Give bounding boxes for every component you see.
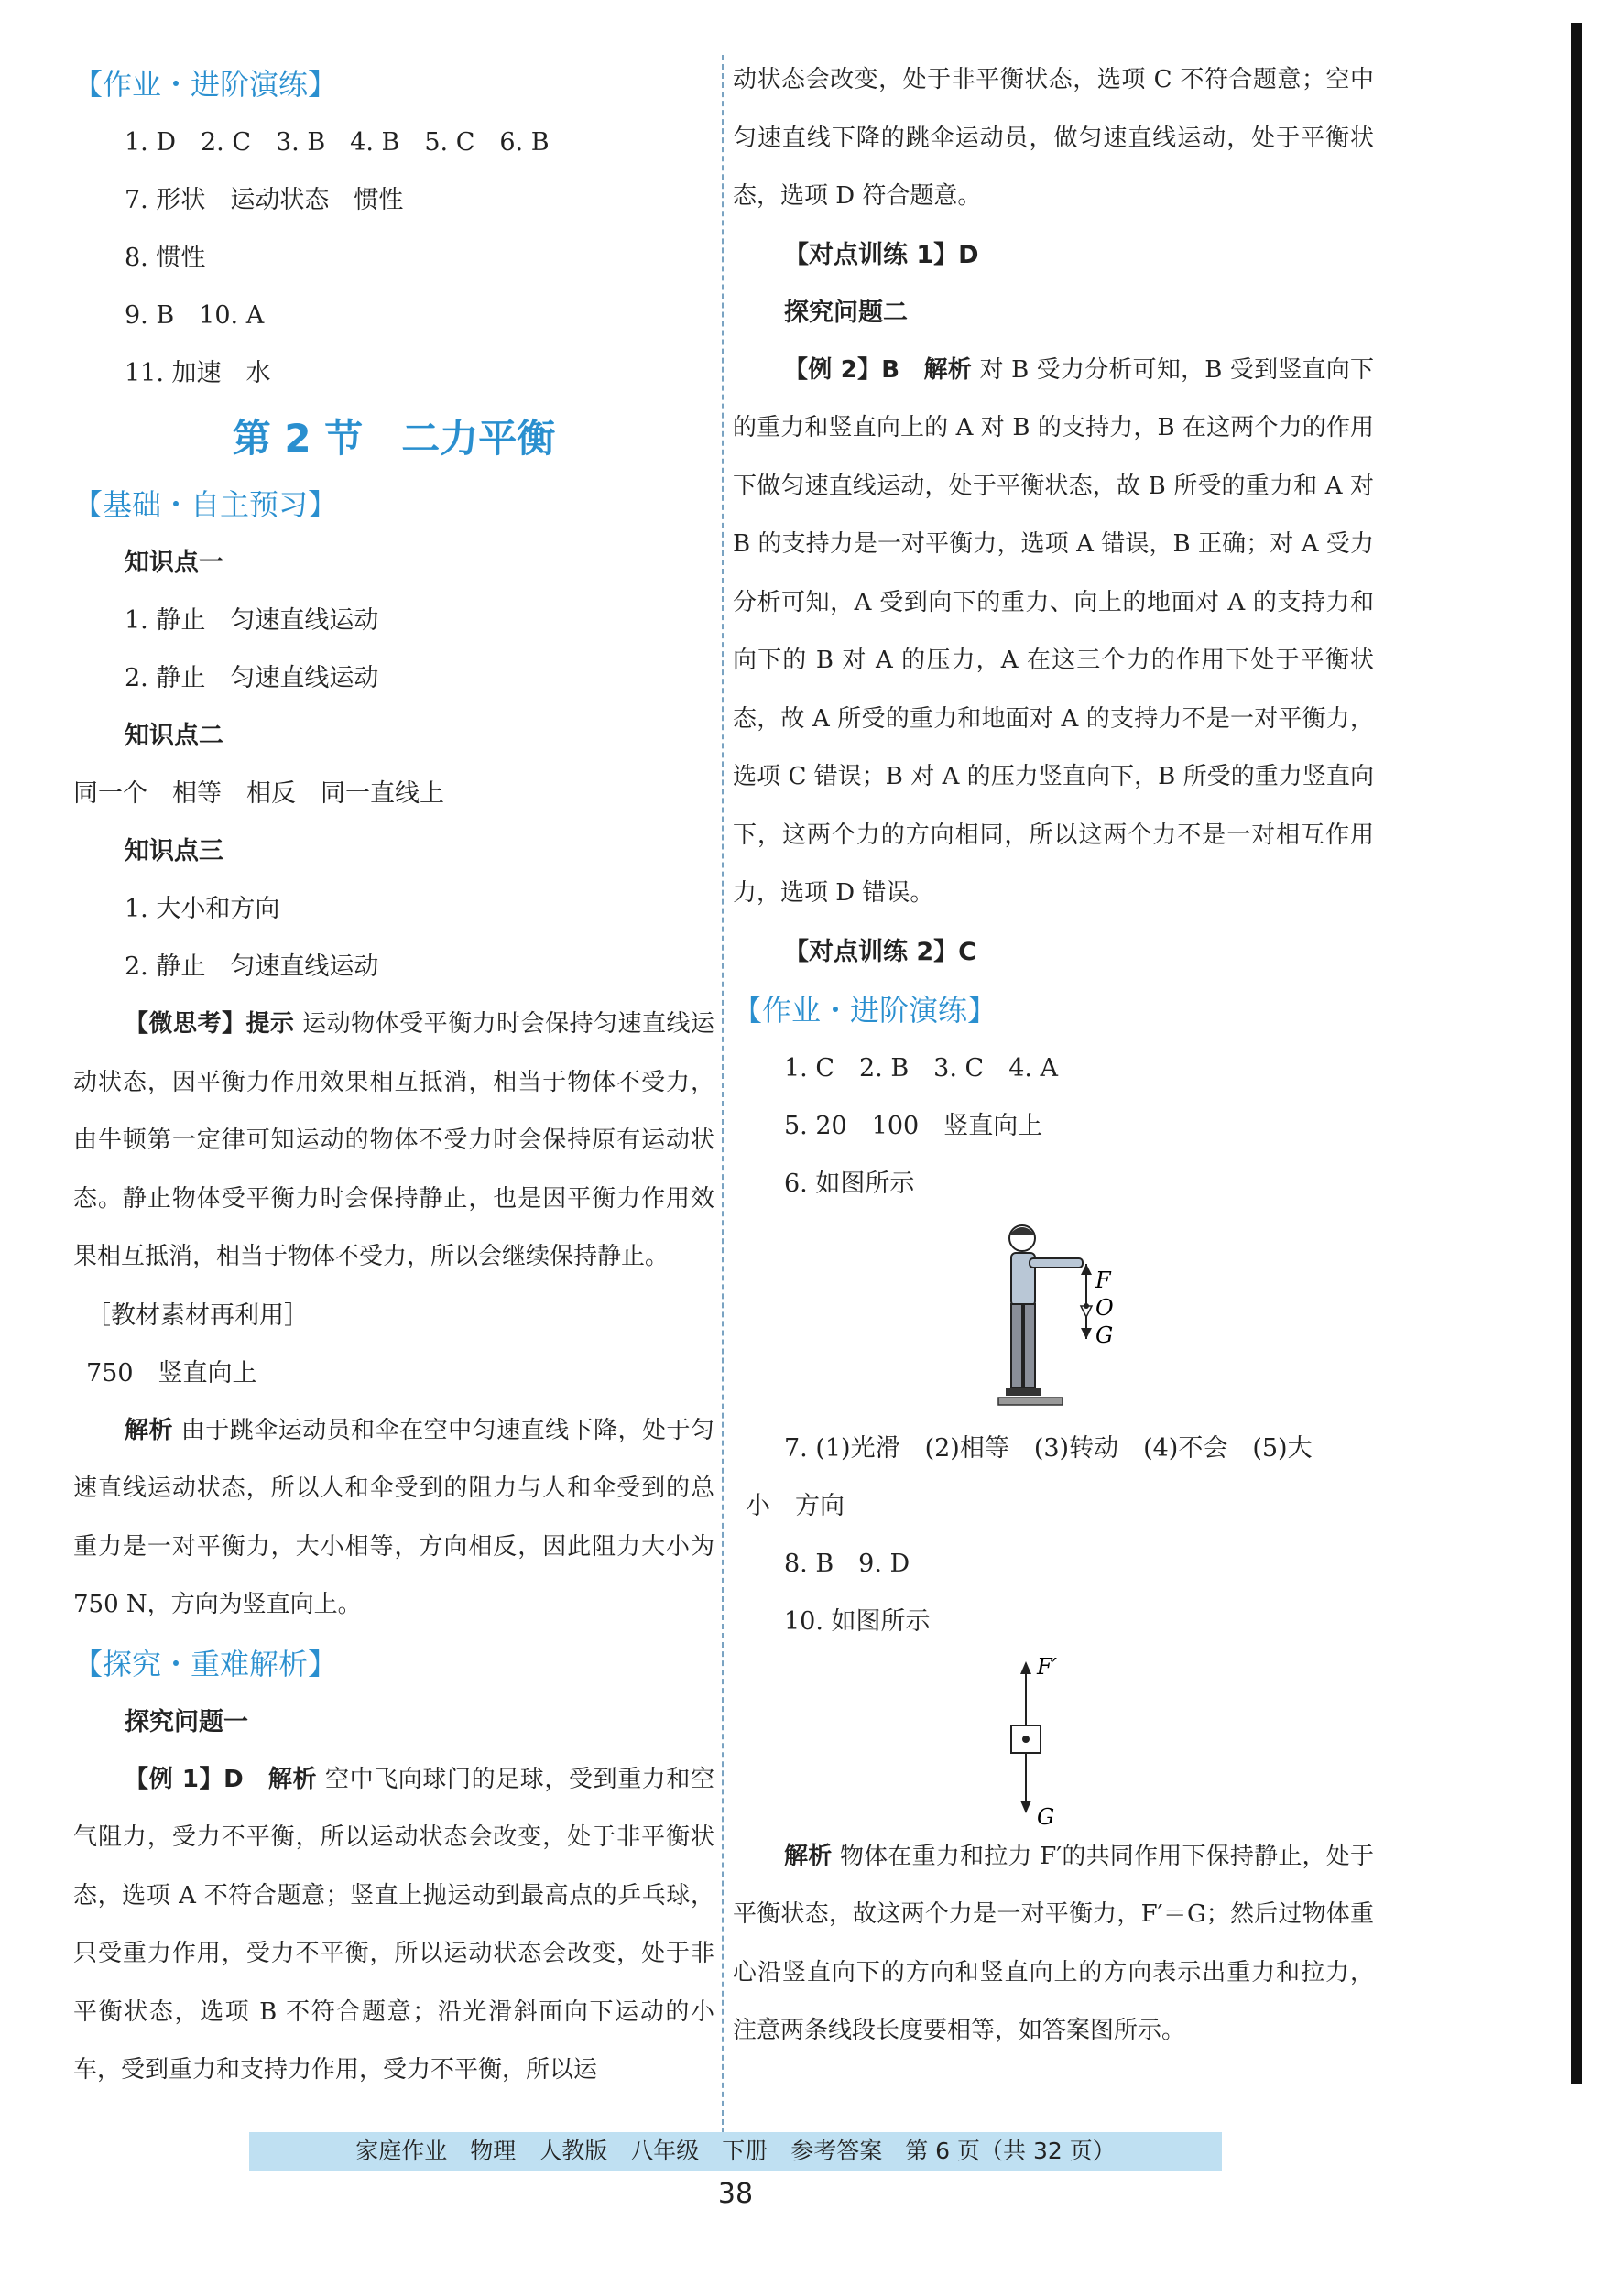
knowledge-point-title: 知识点三 — [125, 837, 223, 865]
answer-line: 9. B 10. A — [125, 301, 265, 330]
answer-line: 11. 加速 水 — [125, 359, 271, 387]
answer-line: 1. D 2. C 3. B 4. B 5. C 6. B — [125, 128, 550, 157]
figure-person-pendulum — [953, 1218, 1374, 1420]
answer-line: 1. C 2. B 3. C 4. A — [784, 1053, 1059, 1083]
page-number: 38 — [717, 2178, 754, 2210]
basic-header: 【基础・自主预习】 — [73, 487, 338, 522]
point-label-o: O — [1095, 1294, 1114, 1321]
page-edge-bar — [1571, 23, 1582, 2084]
knowledge-point-title: 知识点二 — [125, 722, 223, 750]
example-1-text: 空中飞向球门的足球，受到重力和空气阻力，受力不平衡，所以运动状态会改变，处于非平衡状态，选项 A 不符合题意；竖直上抛运动到最高点的乒乓球，只受重力作用，受力不平衡，所以运动状态会改变，处于非平衡状态，选项 B 不符合题意；沿光滑斜面向下运动的小车，受到重力和支持力作用，受力不平衡，所以运 — [73, 1765, 714, 2084]
homework-header: 【作业・进阶演练】 — [73, 67, 338, 102]
force-label-g: G — [1037, 1803, 1055, 1828]
person-force-diagram — [953, 1218, 1191, 1420]
material-answer: 750 竖直向上 — [86, 1358, 257, 1387]
force-label-g: G — [1095, 1322, 1114, 1348]
training-2: 【对点训练 2】C — [784, 937, 977, 966]
column-divider — [722, 55, 724, 2143]
left-column — [73, 55, 714, 2100]
example-2-text: 对 B 受力分析可知，B 受到竖直向下的重力和竖直向上的 A 对 B 的支持力，B 在这两个力的作用下做匀速直线运动，处于平衡状态，故 B 所受的重力和 A 对 B 的支持力是一对平衡力，选项 A 错误，B 正确；对 A 受力分析可知，A 受到向下的重力、向上的地面对 A 的支持力和向下的 B 对 A 的压力，A 在这三个力的作用下处于平衡状态，故 A 所受的重力和地面对 A 的支持力不是一对平衡力，选项 C 错误；B 对 A 的压力竖直向下，B 所受的重力竖直向下，这两个力的方向相同，所以这两个力不是一对相互作用力，选项 D 错误。 — [733, 355, 1374, 907]
think-text: 运动物体受平衡力时会保持匀速直线运动状态，因平衡力作用效果相互抵消，相当于物体不受力，由牛顿第一定律可知运动的物体不受力时会保持原有运动状态。静止物体受平衡力时会保持静止，也是因平衡力作用效果相互抵消，相当于物体不受力，所以会继续保持静止。 — [73, 1010, 714, 1270]
homework-header-2: 【作业・进阶演练】 — [733, 992, 997, 1028]
analysis-label: 解析 — [784, 1842, 833, 1870]
answer-line: 1. 静止 匀速直线运动 — [125, 606, 379, 635]
example-2-label: 【例 2】B 解析 — [784, 355, 972, 384]
question-title: 探究问题一 — [125, 1707, 248, 1736]
think-label: 【微思考】提示 — [125, 1010, 295, 1038]
analysis-paragraph — [73, 1402, 714, 1635]
answer-line: 同一个 相等 相反 同一直线上 — [73, 779, 444, 808]
answer-line: 2. 静止 匀速直线运动 — [125, 664, 379, 692]
answer-line: 5. 20 100 竖直向上 — [784, 1111, 1043, 1140]
section-title: 第 2 节 二力平衡 — [232, 416, 556, 461]
answer-line: 7. (1)光滑 (2)相等 (3)转动 (4)不会 (5)大 — [784, 1433, 1313, 1463]
answer-line: 7. 形状 运动状态 惯性 — [125, 186, 404, 214]
box-force-diagram — [1008, 1654, 1117, 1828]
force-label-f-prime: F′ — [1037, 1653, 1058, 1680]
explore-header: 【探究・重难解析】 — [73, 1646, 338, 1681]
training-1: 【对点训练 1】D — [784, 240, 979, 269]
answer-line: 2. 静止 匀速直线运动 — [125, 952, 379, 981]
footer-banner: 家庭作业 物理 人教版 八年级 下册 参考答案 第 6 页（共 32 页） — [249, 2132, 1222, 2171]
answer-line: 6. 如图所示 — [784, 1169, 915, 1198]
force-label-f: F — [1095, 1267, 1111, 1293]
material-label: ［教材素材再利用］ — [86, 1300, 309, 1330]
example-1-label: 【例 1】D 解析 — [125, 1765, 318, 1793]
question-title: 探究问题二 — [784, 298, 908, 327]
analysis-paragraph-2 — [733, 1828, 1374, 2061]
continued-paragraph: 动状态会改变，处于非平衡状态，选项 C 不符合题意；空中匀速直线下降的跳伞运动员，做匀速直线运动，处于平衡状态，选项 D 符合题意。 — [733, 66, 1374, 210]
answer-line: 小 方向 — [746, 1491, 845, 1520]
example-1-paragraph — [73, 1751, 714, 2100]
think-paragraph — [73, 996, 714, 1287]
right-column — [733, 51, 1374, 2061]
example-2-paragraph — [733, 342, 1374, 923]
answer-line: 10. 如图所示 — [784, 1606, 931, 1636]
analysis-label: 解析 — [125, 1416, 173, 1444]
analysis-text: 由于跳伞运动员和伞在空中匀速直线下降，处于匀速直线运动状态，所以人和伞受到的阻力与人和伞受到的总重力是一对平衡力，大小相等，方向相反，因此阻力大小为 750 N，方向为竖直向上。 — [73, 1416, 714, 1618]
knowledge-point-title: 知识点一 — [125, 549, 223, 577]
answer-line: 8. B 9. D — [784, 1549, 910, 1578]
answer-line: 1. 大小和方向 — [125, 895, 280, 923]
analysis-text: 物体在重力和拉力 F′的共同作用下保持静止，处于平衡状态，故这两个力是一对平衡力，F′＝G；然后过物体重心沿竖直向下的方向和竖直向上的方向表示出重力和拉力，注意两条线段长度要相等，如答案图所示。 — [733, 1842, 1375, 2044]
figure-box-forces — [1008, 1654, 1374, 1828]
answer-line: 8. 惯性 — [125, 244, 206, 272]
